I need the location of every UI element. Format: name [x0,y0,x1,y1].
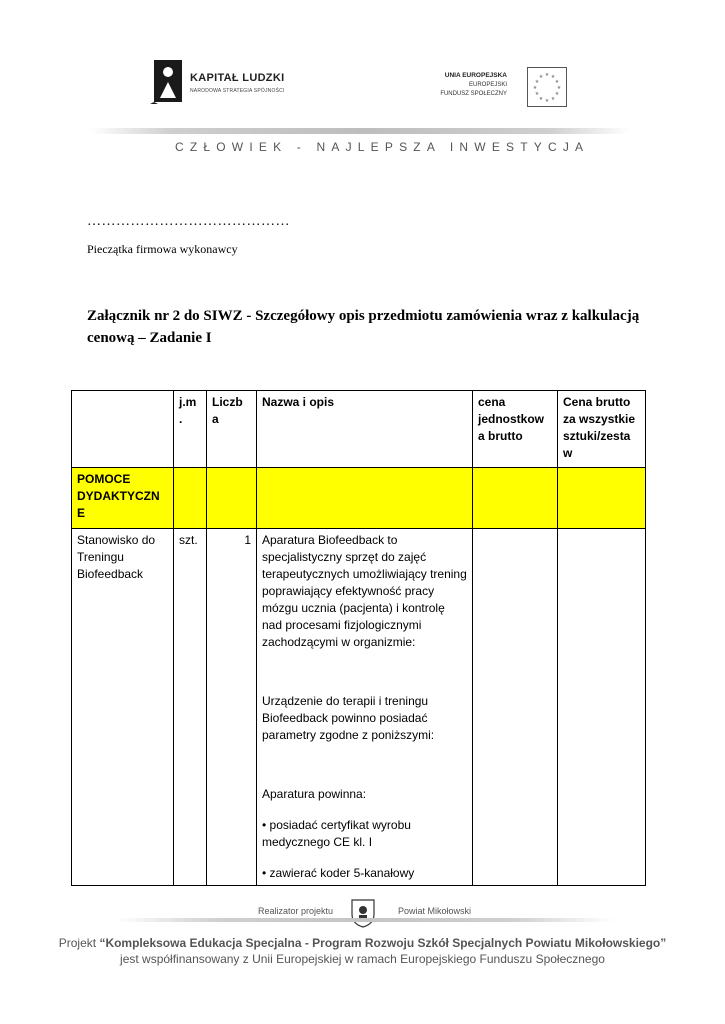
footer-project-name: “Kompleksowa Edukacja Specjalna - Program Rozwoju Szkół Specjalnych Powiatu Mikołowskiego” [99,936,667,950]
header-cell-quantity: Liczb a [207,391,257,468]
item-unit: szt. [174,529,207,886]
svg-text:★: ★ [550,74,556,80]
table-section-row [72,468,646,529]
section-label: POMOCE DYDAKTYCZN E [72,468,174,529]
item-name: Stanowisko do Treningu Biofeedback [72,529,174,886]
eu-fund-line1: EUROPEJSKI [468,82,507,88]
specification-table [71,390,646,886]
svg-text:★: ★ [550,96,556,102]
header-cell-description: Nazwa i opis [257,391,473,468]
header-motto: CZŁOWIEK - NAJLEPSZA INWESTYCJA [175,140,590,154]
eu-fund-line2: FUNDUSZ SPOŁECZNY [440,91,507,97]
table-header-row [72,391,646,468]
stamp-label: Pieczątka firmowa wykonawcy [87,242,238,256]
item-description [257,529,473,886]
header-cell-total-price: Cena brutto za wszystkie sztuki/zesta w [558,391,646,468]
table-row [72,529,646,886]
footer-project-line1 [0,936,725,950]
section-cell-empty [174,468,207,529]
item-total-price [558,529,646,886]
kapital-ludzki-logo [150,58,300,108]
section-cell-empty [473,468,558,529]
svg-text:★: ★ [544,72,550,78]
kapital-ludzki-title: KAPITAŁ LUDZKI [190,72,285,84]
description-paragraph: Aparatura Biofeedback to specjalistyczny sprzęt do zajęć terapeutycznych umożliwiający trening poprawiający efektywność pracy mózgu ucznia (pacjenta) i kontrolę nad procesami fizjologicznymi zachodzącymi w organizmie: [262,533,467,649]
description-bullet: • posiadać certyfikat wyrobu medycznego CE kl. I [262,818,411,849]
svg-text:★: ★ [532,85,538,91]
footer-project-prefix: Projekt [58,936,100,950]
stamp-dotted-line: …………………………………… [87,214,290,229]
header-cell-unit: j.m . [174,391,207,468]
description-paragraph: Aparatura powinna: [262,787,367,801]
header-divider [90,128,630,134]
svg-text:★: ★ [544,98,550,104]
svg-text:★: ★ [534,91,540,97]
description-bullet: • zawierać koder 5-kanałowy [262,866,415,880]
item-quantity: 1 [207,529,257,886]
svg-text:★: ★ [538,74,544,80]
kapital-ludzki-logo-icon [150,58,186,104]
footer-divider [115,918,615,922]
powiat-crest-icon [350,898,376,928]
eu-flag-icon [527,67,567,107]
item-unit-price [473,529,558,886]
section-cell-empty [558,468,646,529]
svg-text:★: ★ [556,85,562,91]
eu-logo [437,67,567,107]
document-header [0,0,725,175]
document-footer [0,890,725,1024]
svg-text:★: ★ [538,96,544,102]
svg-text:★: ★ [554,91,560,97]
section-cell-empty [257,468,473,529]
description-paragraph: Urządzenie do terapii i treningu Biofeedback powinno posiadać parametry zgodne z poniższymi: [262,694,435,742]
footer-powiat-label: Powiat Mikołowski [398,906,472,916]
header-cell-name [72,391,174,468]
header-cell-unit-price: cena jednostkow a brutto [473,391,558,468]
section-cell-empty [207,468,257,529]
kapital-ludzki-subtitle: NARODOWA STRATEGIA SPÓJNOŚCI [190,88,285,94]
document-title: Załącznik nr 2 do SIWZ - Szczegółowy opis przedmiotu zamówienia wraz z kalkulacją cenową – Zadanie I [87,308,640,346]
footer-realizator-label: Realizator projektu [258,906,334,916]
footer-project-line2: jest współfinansowany z Unii Europejskiej w ramach Europejskiego Funduszu Społecznego [120,952,605,966]
svg-text:★: ★ [534,79,540,85]
eu-name: UNIA EUROPEJSKA [444,72,507,79]
svg-text:★: ★ [554,79,560,85]
